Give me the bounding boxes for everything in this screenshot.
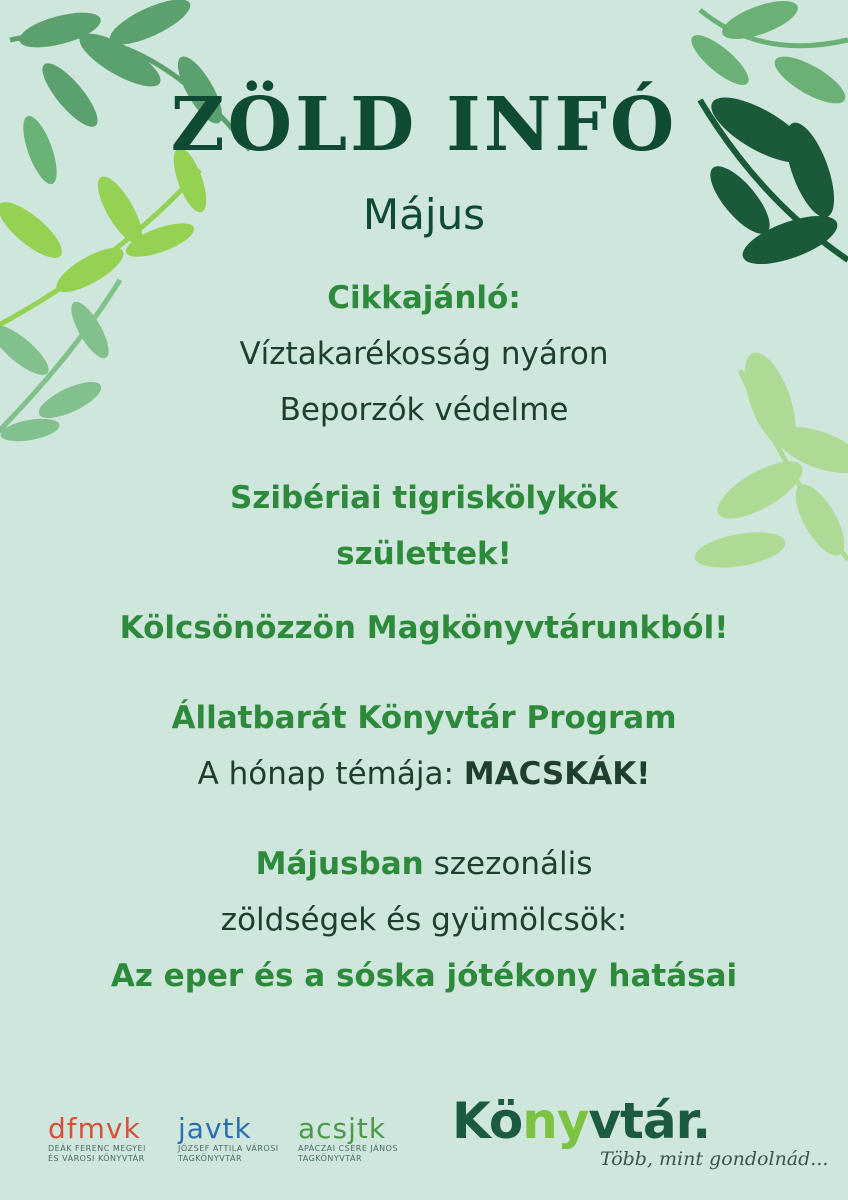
brand-accent: ny	[522, 1092, 589, 1150]
month-subtitle: Május	[362, 190, 486, 239]
article-item: Víztakarékosság nyáron	[239, 336, 609, 372]
konyvtar-brand	[452, 1092, 710, 1150]
logo-sub: TAGKÖNYVTÁR	[298, 1154, 363, 1163]
logo-sub: JÓZSEF ATTILA VÁROSI	[178, 1144, 279, 1153]
dfmvk-logo	[48, 1114, 168, 1164]
seasonal-block	[0, 836, 848, 1004]
pet-program-heading: Állatbarát Könyvtár Program	[171, 700, 677, 736]
seed-library-block	[0, 600, 848, 656]
seasonal-line	[0, 836, 848, 892]
logo-sub: APÁCZAI CSERE JÁNOS	[298, 1144, 398, 1153]
seasonal-rest: szezonális	[433, 846, 593, 882]
acsjtk-logo	[298, 1114, 418, 1164]
logo-word: javtk	[178, 1112, 252, 1145]
article-item: Beporzók védelme	[279, 392, 569, 428]
article-block	[0, 270, 848, 438]
tigers-line: Szibériai tigriskölykök	[229, 480, 619, 516]
brand-tagline: Több, mint gondolnád...	[600, 1148, 829, 1170]
article-heading: Cikkajánló:	[327, 280, 521, 316]
logo-word: dfmvk	[48, 1112, 141, 1145]
logo-sub: ÉS VÁROSI KÖNYVTÁR	[48, 1154, 145, 1163]
theme-value: MACSKÁK!	[463, 756, 651, 792]
pet-program-theme	[0, 746, 848, 802]
page-title: ZÖLD INFÓ	[170, 82, 678, 168]
tigers-block	[0, 470, 848, 582]
tigers-line: születtek!	[336, 536, 512, 572]
seasonal-highlight: Májusban	[255, 846, 424, 882]
logo-sub: DEÁK FERENC MEGYEI	[48, 1144, 146, 1153]
pet-program-block	[0, 690, 848, 802]
theme-prefix: A hónap témája:	[197, 756, 454, 792]
footer	[0, 1092, 848, 1200]
seasonal-line: Az eper és a sóska jótékony hatásai	[110, 958, 738, 994]
seed-library-text: Kölcsönözzön Magkönyvtárunkból!	[119, 610, 729, 646]
brand-part: Kö	[452, 1092, 523, 1150]
seasonal-line: zöldségek és gyümölcsök:	[220, 902, 628, 938]
brand-part: vtár.	[588, 1092, 711, 1150]
javtk-logo	[178, 1114, 298, 1164]
logo-word: acsjtk	[298, 1112, 387, 1145]
logo-sub: TAGKÖNYVTÁR	[178, 1154, 243, 1163]
